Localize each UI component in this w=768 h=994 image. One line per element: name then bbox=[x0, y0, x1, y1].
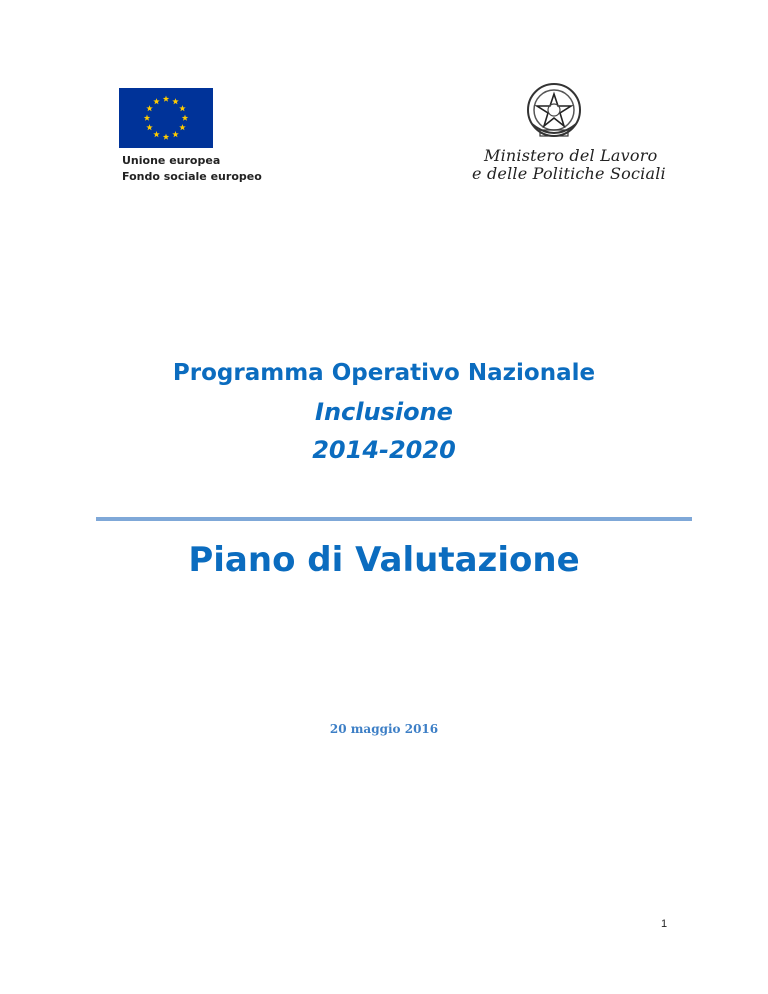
document-title: Piano di Valutazione bbox=[188, 540, 580, 580]
program-subtitle: Inclusione bbox=[315, 398, 453, 426]
eu-label-union: Unione europea bbox=[122, 154, 221, 167]
ministry-logo bbox=[462, 80, 666, 190]
page-number: 1 bbox=[661, 918, 668, 930]
ministry-name-line1: Ministero del Lavoro bbox=[484, 146, 658, 165]
italian-emblem-icon bbox=[522, 80, 586, 144]
program-years: 2014-2020 bbox=[312, 436, 456, 464]
program-title: Programma Operativo Nazionale bbox=[172, 360, 596, 386]
ministry-name-line2: e delle Politiche Sociali bbox=[472, 164, 666, 183]
eu-flag-icon bbox=[119, 88, 213, 148]
document-date: 20 maggio 2016 bbox=[329, 722, 439, 736]
title-divider bbox=[96, 517, 692, 521]
eu-label-fund: Fondo sociale europeo bbox=[122, 170, 262, 183]
